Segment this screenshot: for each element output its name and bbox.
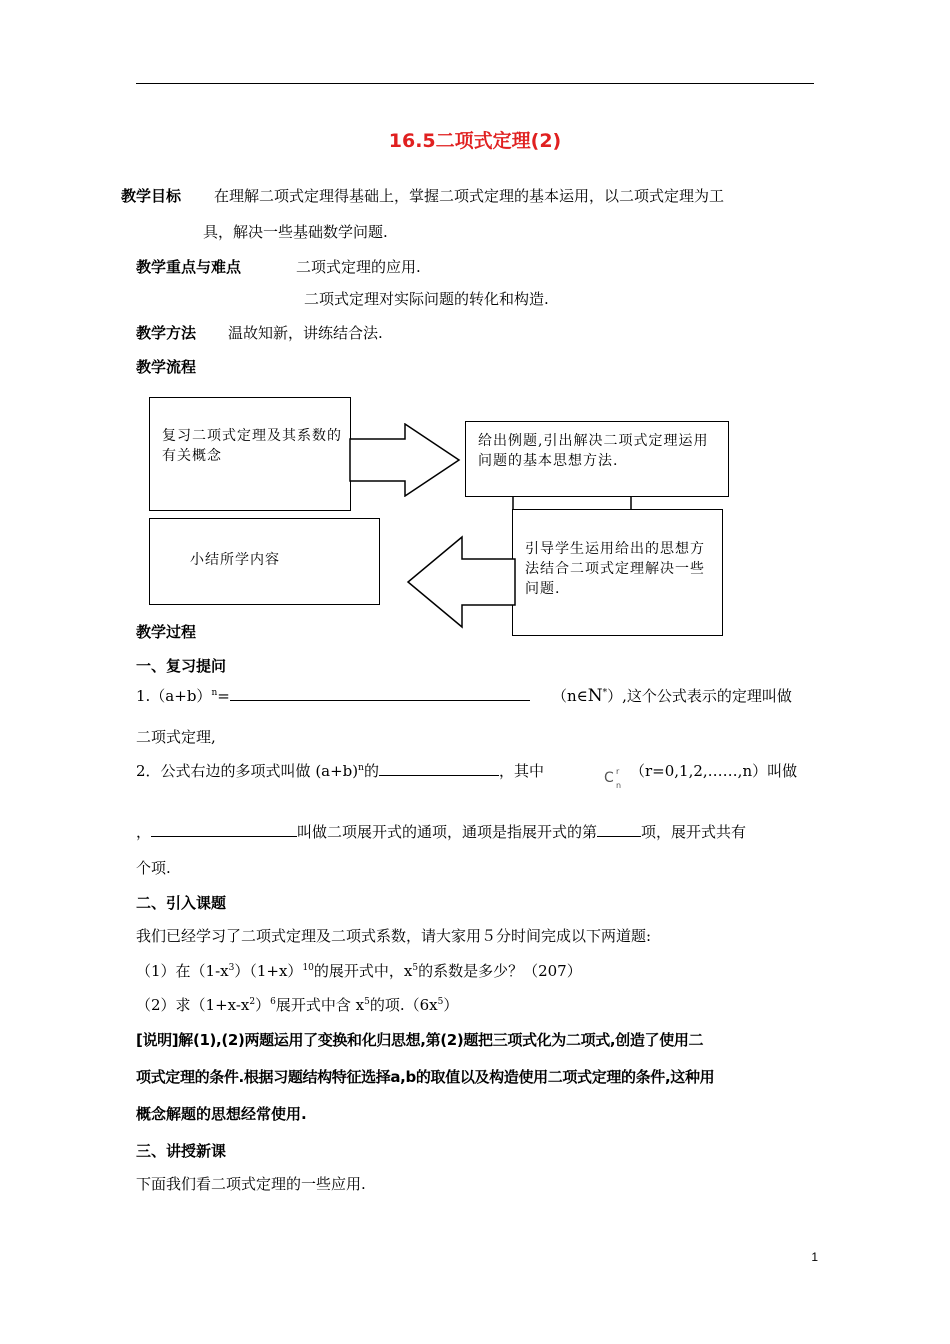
section3-text: 下面我们看二项式定理的一些应用. <box>136 1175 366 1193</box>
p1-sup3: 5 <box>412 963 419 973</box>
p2-a: （2）求（1+x-x <box>136 996 250 1014</box>
process-label: 教学过程 <box>136 623 197 641</box>
section2-heading: 二、引入课题 <box>136 894 227 912</box>
q1-cond-pre: （n∈ <box>552 687 588 705</box>
section3-heading: 三、讲授新课 <box>136 1142 227 1160</box>
flow-label: 教学流程 <box>136 358 197 376</box>
q2-line3: 个项. <box>136 859 171 877</box>
p2-sup4: 5 <box>437 997 444 1007</box>
objectives-label: 教学目标 <box>121 187 182 205</box>
flow-box-review <box>149 397 351 511</box>
method-text: 温故知新，讲练结合法. <box>228 324 383 342</box>
q2-blank-term[interactable] <box>151 822 297 837</box>
q1-sup: n <box>211 688 218 698</box>
method-label: 教学方法 <box>136 324 197 342</box>
q2-C-sup: r <box>616 767 620 776</box>
q1-cond-post: ）,这个公式表示的定理叫做 <box>607 687 792 705</box>
q2-line2 <box>136 822 746 842</box>
header-rule <box>136 83 814 84</box>
q2-sup: n <box>358 763 364 773</box>
flow-box-examples-text: 给出例题,引出解决二项式定理运用问题的基本思想方法. <box>478 433 709 469</box>
objectives-line1: 在理解二项式定理得基础上，掌握二项式定理的基本运用，以二项式定理为工 <box>214 187 725 205</box>
q1-eq: = <box>217 687 230 705</box>
arrow-right-icon <box>349 423 461 497</box>
q2-after: ，其中 <box>498 762 544 780</box>
key-points-label: 教学重点与难点 <box>136 258 242 276</box>
p1-b: ）（1+x） <box>234 962 303 980</box>
p1-sup2: 10 <box>302 963 314 973</box>
binomial-coefficient <box>604 767 622 790</box>
q2-mid: 的 <box>363 762 379 780</box>
problem-1 <box>136 961 582 981</box>
objectives-line2: 具，解决一些基础数学问题. <box>203 223 388 241</box>
q2-C: C <box>604 770 614 786</box>
key-point-text: 二项式定理的应用. <box>296 258 421 276</box>
q1-cond-star: * <box>602 688 608 698</box>
arrow-left-icon <box>406 535 516 629</box>
q2-line2-mid: 叫做二项展开式的通项，通项是指展开式的第 <box>297 823 598 841</box>
q1-cond-N: N <box>587 686 603 706</box>
p2-sup1: 2 <box>249 997 256 1007</box>
difficulty-text: 二项式定理对实际问题的转化和构造. <box>304 290 549 308</box>
q2-prefix: 2．公式右边的多项式叫做 (a+b) <box>136 762 359 780</box>
note-line2: 项式定理的条件.根据习题结构特征选择a,b的取值以及构造使用二项式定理的条件,这种用 <box>136 1068 715 1086</box>
p2-sup2: 6 <box>270 997 276 1007</box>
question-2 <box>136 761 544 781</box>
p2-d: 的项.（6x <box>369 996 438 1014</box>
flow-box-review-text: 复习二项式定理及其系数的有关概念 <box>162 428 342 464</box>
q2-range: （r=0,1,2,……,n）叫做 <box>630 762 798 780</box>
p2-c: 展开式中含 x <box>275 996 365 1014</box>
q2-blank-position[interactable] <box>597 822 641 837</box>
p1-d: 的系数是多少？（207） <box>418 962 582 980</box>
flow-box-summary <box>149 518 380 605</box>
flow-box-examples <box>465 421 729 497</box>
page-number: 1 <box>811 1250 818 1264</box>
q2-line2-end: 项，展开式共有 <box>641 823 747 841</box>
p1-a: （1）在（1-x <box>136 962 229 980</box>
question-1 <box>136 686 530 706</box>
q1-condition <box>552 686 792 706</box>
problem-2 <box>136 995 458 1015</box>
p1-sup1: 3 <box>228 963 235 973</box>
flow-box-guide-text: 引导学生运用给出的思想方法结合二项式定理解决一些问题. <box>525 541 705 597</box>
p2-e: ） <box>443 996 459 1014</box>
p2-sup3: 5 <box>364 997 370 1007</box>
p1-c: 的展开式中，x <box>313 962 413 980</box>
section2-intro: 我们已经学习了二项式定理及二项式系数，请大家用５分时间完成以下两道题: <box>136 927 652 945</box>
note-line1: [说明]解(1),(2)两题运用了变换和化归思想,第(2)题把三项式化为二项式,创造了使用二 <box>136 1031 704 1049</box>
q1-line2: 二项式定理, <box>136 728 216 746</box>
q2-C-sub: n <box>616 781 622 790</box>
flow-box-guide <box>512 509 723 636</box>
q1-blank[interactable] <box>230 686 530 701</box>
q1-prefix: 1.（a+b） <box>136 687 212 705</box>
p2-b: ） <box>255 996 271 1014</box>
q2-blank-polynomial[interactable] <box>379 761 499 776</box>
page-title: 16.5二项式定理(2) <box>388 130 562 152</box>
section1-heading: 一、复习提问 <box>136 657 227 675</box>
flow-box-summary-text: 小结所学内容 <box>190 552 280 568</box>
q2-line2-prefix: ， <box>136 823 152 841</box>
note-line3: 概念解题的思想经常使用. <box>136 1105 307 1123</box>
